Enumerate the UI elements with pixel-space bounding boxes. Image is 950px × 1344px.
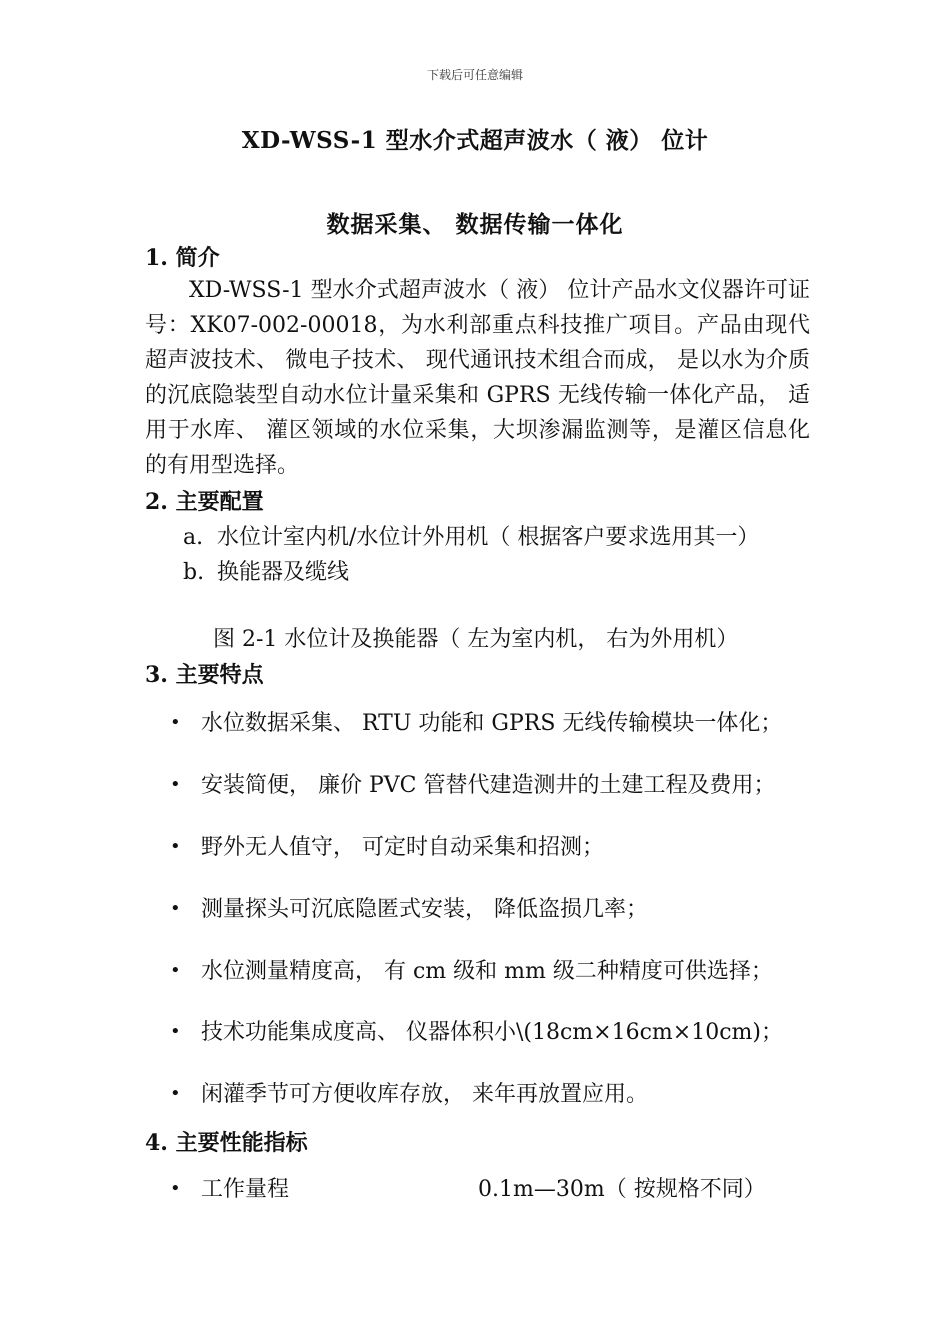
feature-text: 水位测量精度高， 有 cm 级和 mm 级二种精度可供选择；: [201, 959, 773, 984]
feature-text: 闲灌季节可方便收库存放， 来年再放置应用。: [201, 1082, 648, 1107]
figure-caption: 图 2-1 水位计及换能器（ 左为室内机， 右为外用机）: [213, 627, 739, 652]
config-item: [183, 555, 349, 586]
spec-item: [170, 1172, 289, 1203]
section-heading-specs: 4. 主要性能指标: [145, 1130, 308, 1156]
feature-text: 水位数据采集、 RTU 功能和 GPRS 无线传输模块一体化；: [201, 711, 783, 736]
document-title: XD-WSS-1 型水介式超声波水（ 液） 位计: [241, 127, 709, 154]
bullet-icon: •: [170, 898, 181, 919]
header-note: 下载后可任意编辑: [426, 68, 523, 82]
feature-text: 野外无人值守， 可定时自动采集和招测；: [201, 835, 604, 860]
config-item-marker: a.: [183, 525, 204, 550]
config-item-text: 水位计室内机/水位计外用机（ 根据客户要求选用其一）: [217, 525, 760, 550]
config-item: [183, 520, 759, 551]
bullet-icon: •: [170, 774, 181, 795]
feature-text: 安装简便， 廉价 PVC 管替代建造测井的土建工程及费用；: [201, 773, 776, 798]
bullet-icon: •: [170, 836, 181, 857]
section-heading-intro: 1. 简介: [145, 245, 220, 271]
feature-item: [170, 1015, 783, 1046]
spec-value: 0.1m—30m（ 按规格不同）: [478, 1177, 766, 1202]
bullet-icon: •: [170, 960, 181, 981]
feature-item: [170, 768, 776, 799]
bullet-icon: •: [170, 1083, 181, 1104]
section-heading-features: 3. 主要特点: [145, 662, 264, 688]
document-subtitle: 数据采集、 数据传输一体化: [326, 211, 624, 238]
feature-item: [170, 1077, 648, 1108]
spec-name: 工作量程: [201, 1177, 290, 1202]
feature-item: [170, 892, 648, 923]
config-item-marker: b.: [183, 560, 205, 585]
intro-paragraph: XD-WSS-1 型水介式超声波水（ 液） 位计产品水文仪器许可证号：XK07-002-00018，为水利部重点科技推广项目。产品由现代超声波技术、 微电子技术、 现代通讯技术组合而成， 是以水为介质的沉底隐装型自动水位计量采集和 GPRS 无线传输一体化产品， 适用于水库、 灌区领域的水位采集，大坝渗漏监测等，是灌区信息化的有用型选择。: [145, 278, 810, 478]
feature-text: 技术功能集成度高、 仪器体积小\(18cm×16cm×10cm)；: [201, 1020, 783, 1045]
feature-item: [170, 706, 782, 737]
section-heading-config: 2. 主要配置: [145, 489, 264, 515]
bullet-icon: •: [170, 1021, 181, 1042]
config-item-text: 换能器及缆线: [217, 560, 350, 585]
bullet-icon: •: [170, 712, 181, 733]
bullet-icon: •: [170, 1178, 181, 1199]
feature-item: [170, 830, 604, 861]
feature-text: 测量探头可沉底隐匿式安装， 降低盗损几率；: [201, 897, 648, 922]
feature-item: [170, 954, 773, 985]
